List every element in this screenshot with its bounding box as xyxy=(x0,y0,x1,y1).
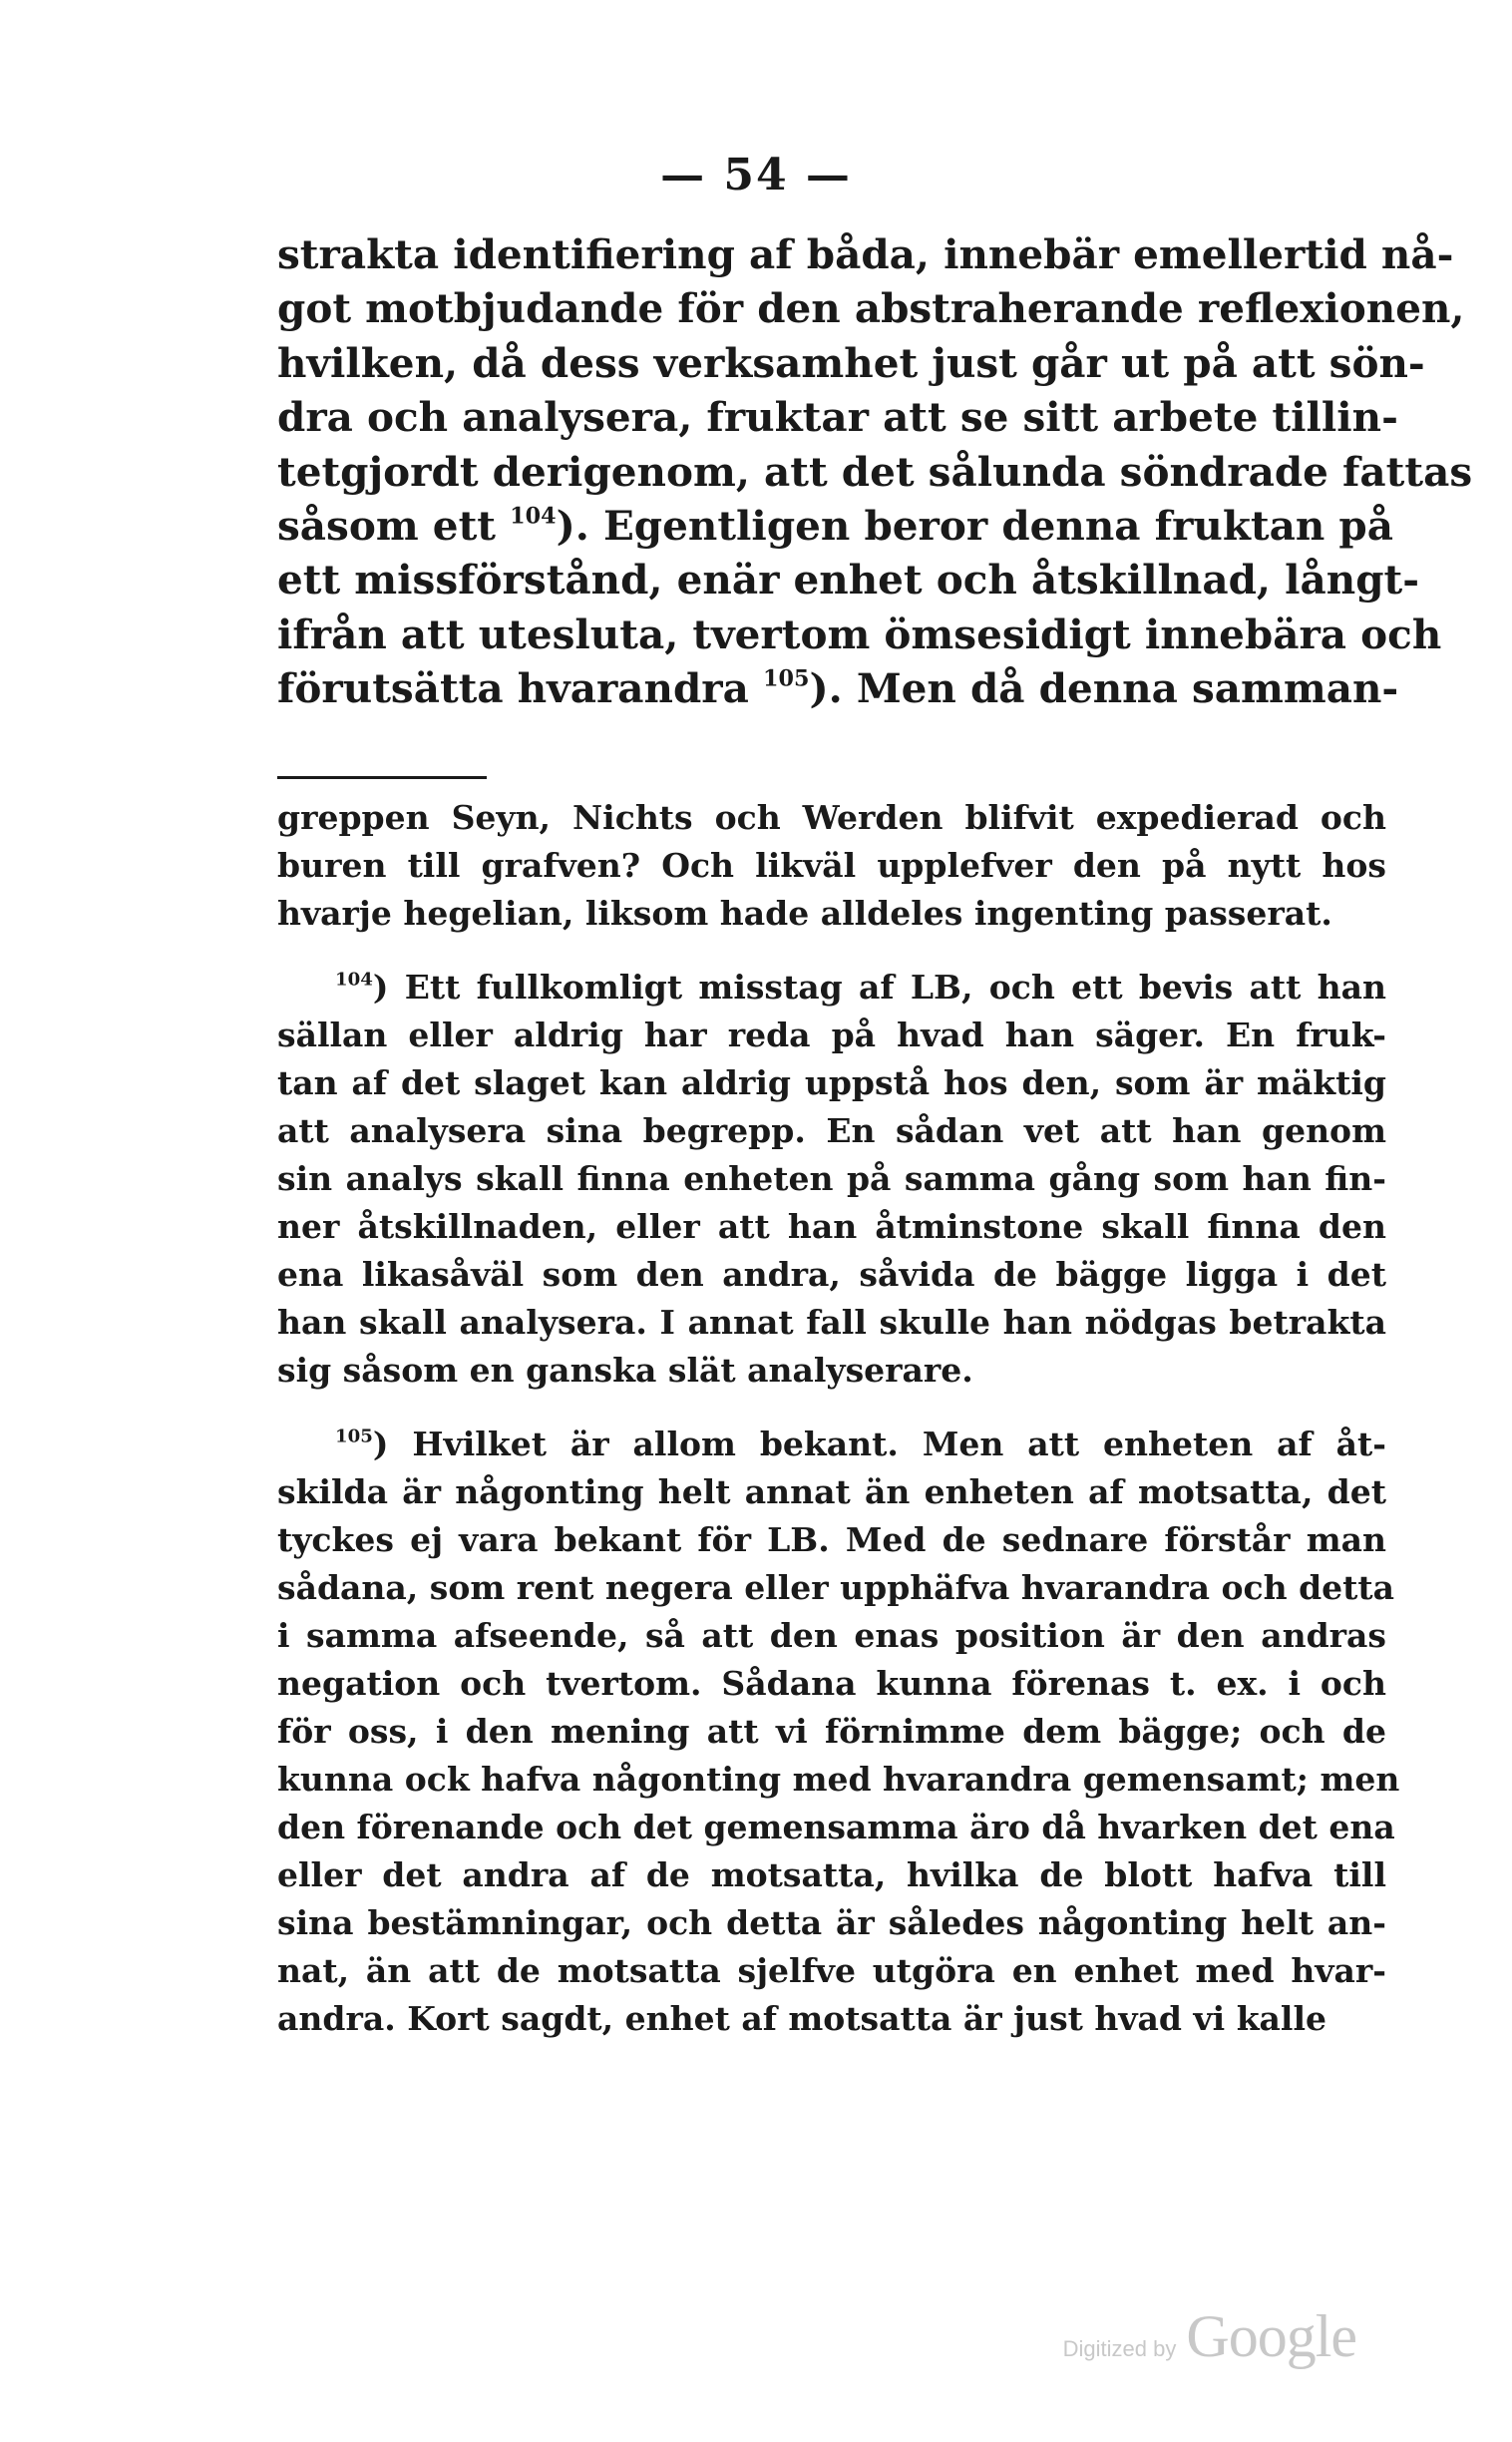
page-number: — 54 — xyxy=(660,150,852,201)
footnote-105-line: sina bestämningar, och detta är således någonting helt an- xyxy=(277,1903,1386,1942)
google-logo: Google xyxy=(1186,2303,1356,2369)
footnote-continuation-line: hvarje hegelian, liksom hade alldeles ingenting passerat. xyxy=(277,894,1332,933)
body-text: förutsätta hvarandra xyxy=(277,664,763,713)
body-line: got motbjudande för den abstraherande reflexionen, xyxy=(277,284,1465,333)
footnote-105-line: sådana, som rent negera eller upphäfva hvarandra och detta xyxy=(277,1568,1395,1607)
footnotes xyxy=(277,794,1400,2043)
footnote-text: ) Hvilket är allom bekant. Men att enheten af åt- xyxy=(372,1424,1386,1463)
body-line-with-ref-105 xyxy=(277,661,1399,715)
footnote-105-line: tyckes ej vara bekant för LB. Med de sednare förstår man xyxy=(277,1520,1386,1559)
footnote-separator xyxy=(277,776,487,779)
footnote-104-line: ner åtskillnaden, eller att han åtminstone skall finna den xyxy=(277,1207,1386,1246)
footnote-104-line: att analysera sina begrepp. En sådan vet att han genom xyxy=(277,1111,1386,1150)
body-text: ). Egentligen beror denna fruktan på xyxy=(556,501,1393,550)
footnote-105-line: andra. Kort sagdt, enhet af motsatta är just hvad vi kalle xyxy=(277,1999,1327,2038)
body-text: såsom ett xyxy=(277,501,511,550)
footnote-105-line: skilda är någonting helt annat än enheten af motsatta, det xyxy=(277,1472,1386,1511)
footnote-105-line: för oss, i den mening att vi förnimme dem bägge; och de xyxy=(277,1712,1386,1751)
footnote-105-line: nat, än att de motsatta sjelfve utgöra en enhet med hvar- xyxy=(277,1951,1386,1990)
footnote-105-line: kunna ock hafva någonting med hvarandra gemensamt; men xyxy=(277,1760,1400,1799)
footnote-text: ) Ett fullkomligt misstag af LB, och ett bevis att han xyxy=(372,968,1386,1007)
body-line: ett missförstånd, enär enhet och åtskillnad, långt- xyxy=(277,556,1420,605)
footnote-continuation-line: buren till grafven? Och likväl upplefver den på nytt hos xyxy=(277,846,1386,885)
footnote-104-line: sällan eller aldrig har reda på hvad han säger. En fruk- xyxy=(277,1016,1386,1054)
footnote-104-first-line xyxy=(277,964,1386,1012)
footnote-105-line: eller det andra af de motsatta, hvilka de blott hafva till xyxy=(277,1855,1386,1894)
body-line: tetgjordt derigenom, att det sålunda söndrade fattas xyxy=(277,447,1473,496)
body-line: ifrån att utesluta, tvertom ömsesidigt innebära och xyxy=(277,610,1442,658)
body-text: ). Men då denna samman- xyxy=(809,664,1399,713)
footnote-ref-104[interactable]: 104 xyxy=(510,503,557,530)
footnote-105-line: den förenande och det gemensamma äro då hvarken det ena xyxy=(277,1808,1395,1846)
body-line: hvilken, då dess verksamhet just går ut på att sön- xyxy=(277,338,1425,387)
footnote-mark-104: 104 xyxy=(335,969,373,991)
footnote-104-line: han skall analysera. I annat fall skulle han nödgas betrakta xyxy=(277,1303,1386,1342)
footnote-104-line: sin analys skall finna enheten på samma gång som han fin- xyxy=(277,1159,1386,1198)
main-body-text xyxy=(277,227,1473,716)
digitized-watermark xyxy=(997,2302,1356,2382)
footnote-104-line: tan af det slaget kan aldrig uppstå hos den, som är mäktig xyxy=(277,1063,1386,1102)
body-line: strakta identifiering af båda, innebär emellertid nå- xyxy=(277,230,1454,278)
watermark-prefix: Digitized by xyxy=(1062,2336,1177,2361)
body-line-with-ref-104 xyxy=(277,499,1393,553)
footnote-104-line: sig såsom en ganska slät analyserare. xyxy=(277,1351,973,1390)
footnote-105-line: i samma afseende, så att den enas position är den andras xyxy=(277,1616,1386,1655)
footnote-105-first-line xyxy=(277,1421,1386,1468)
footnote-continuation-line: greppen Seyn, Nichts och Werden blifvit expedierad och xyxy=(277,798,1386,837)
footnote-mark-105: 105 xyxy=(335,1425,373,1447)
footnote-104-line: ena likasåväl som den andra, såvida de bägge ligga i det xyxy=(277,1255,1386,1294)
footnote-ref-105[interactable]: 105 xyxy=(762,665,810,692)
body-line: dra och analysera, fruktar att se sitt arbete tillin- xyxy=(277,393,1398,442)
footnote-105-line: negation och tvertom. Sådana kunna förenas t. ex. i och xyxy=(277,1664,1386,1703)
